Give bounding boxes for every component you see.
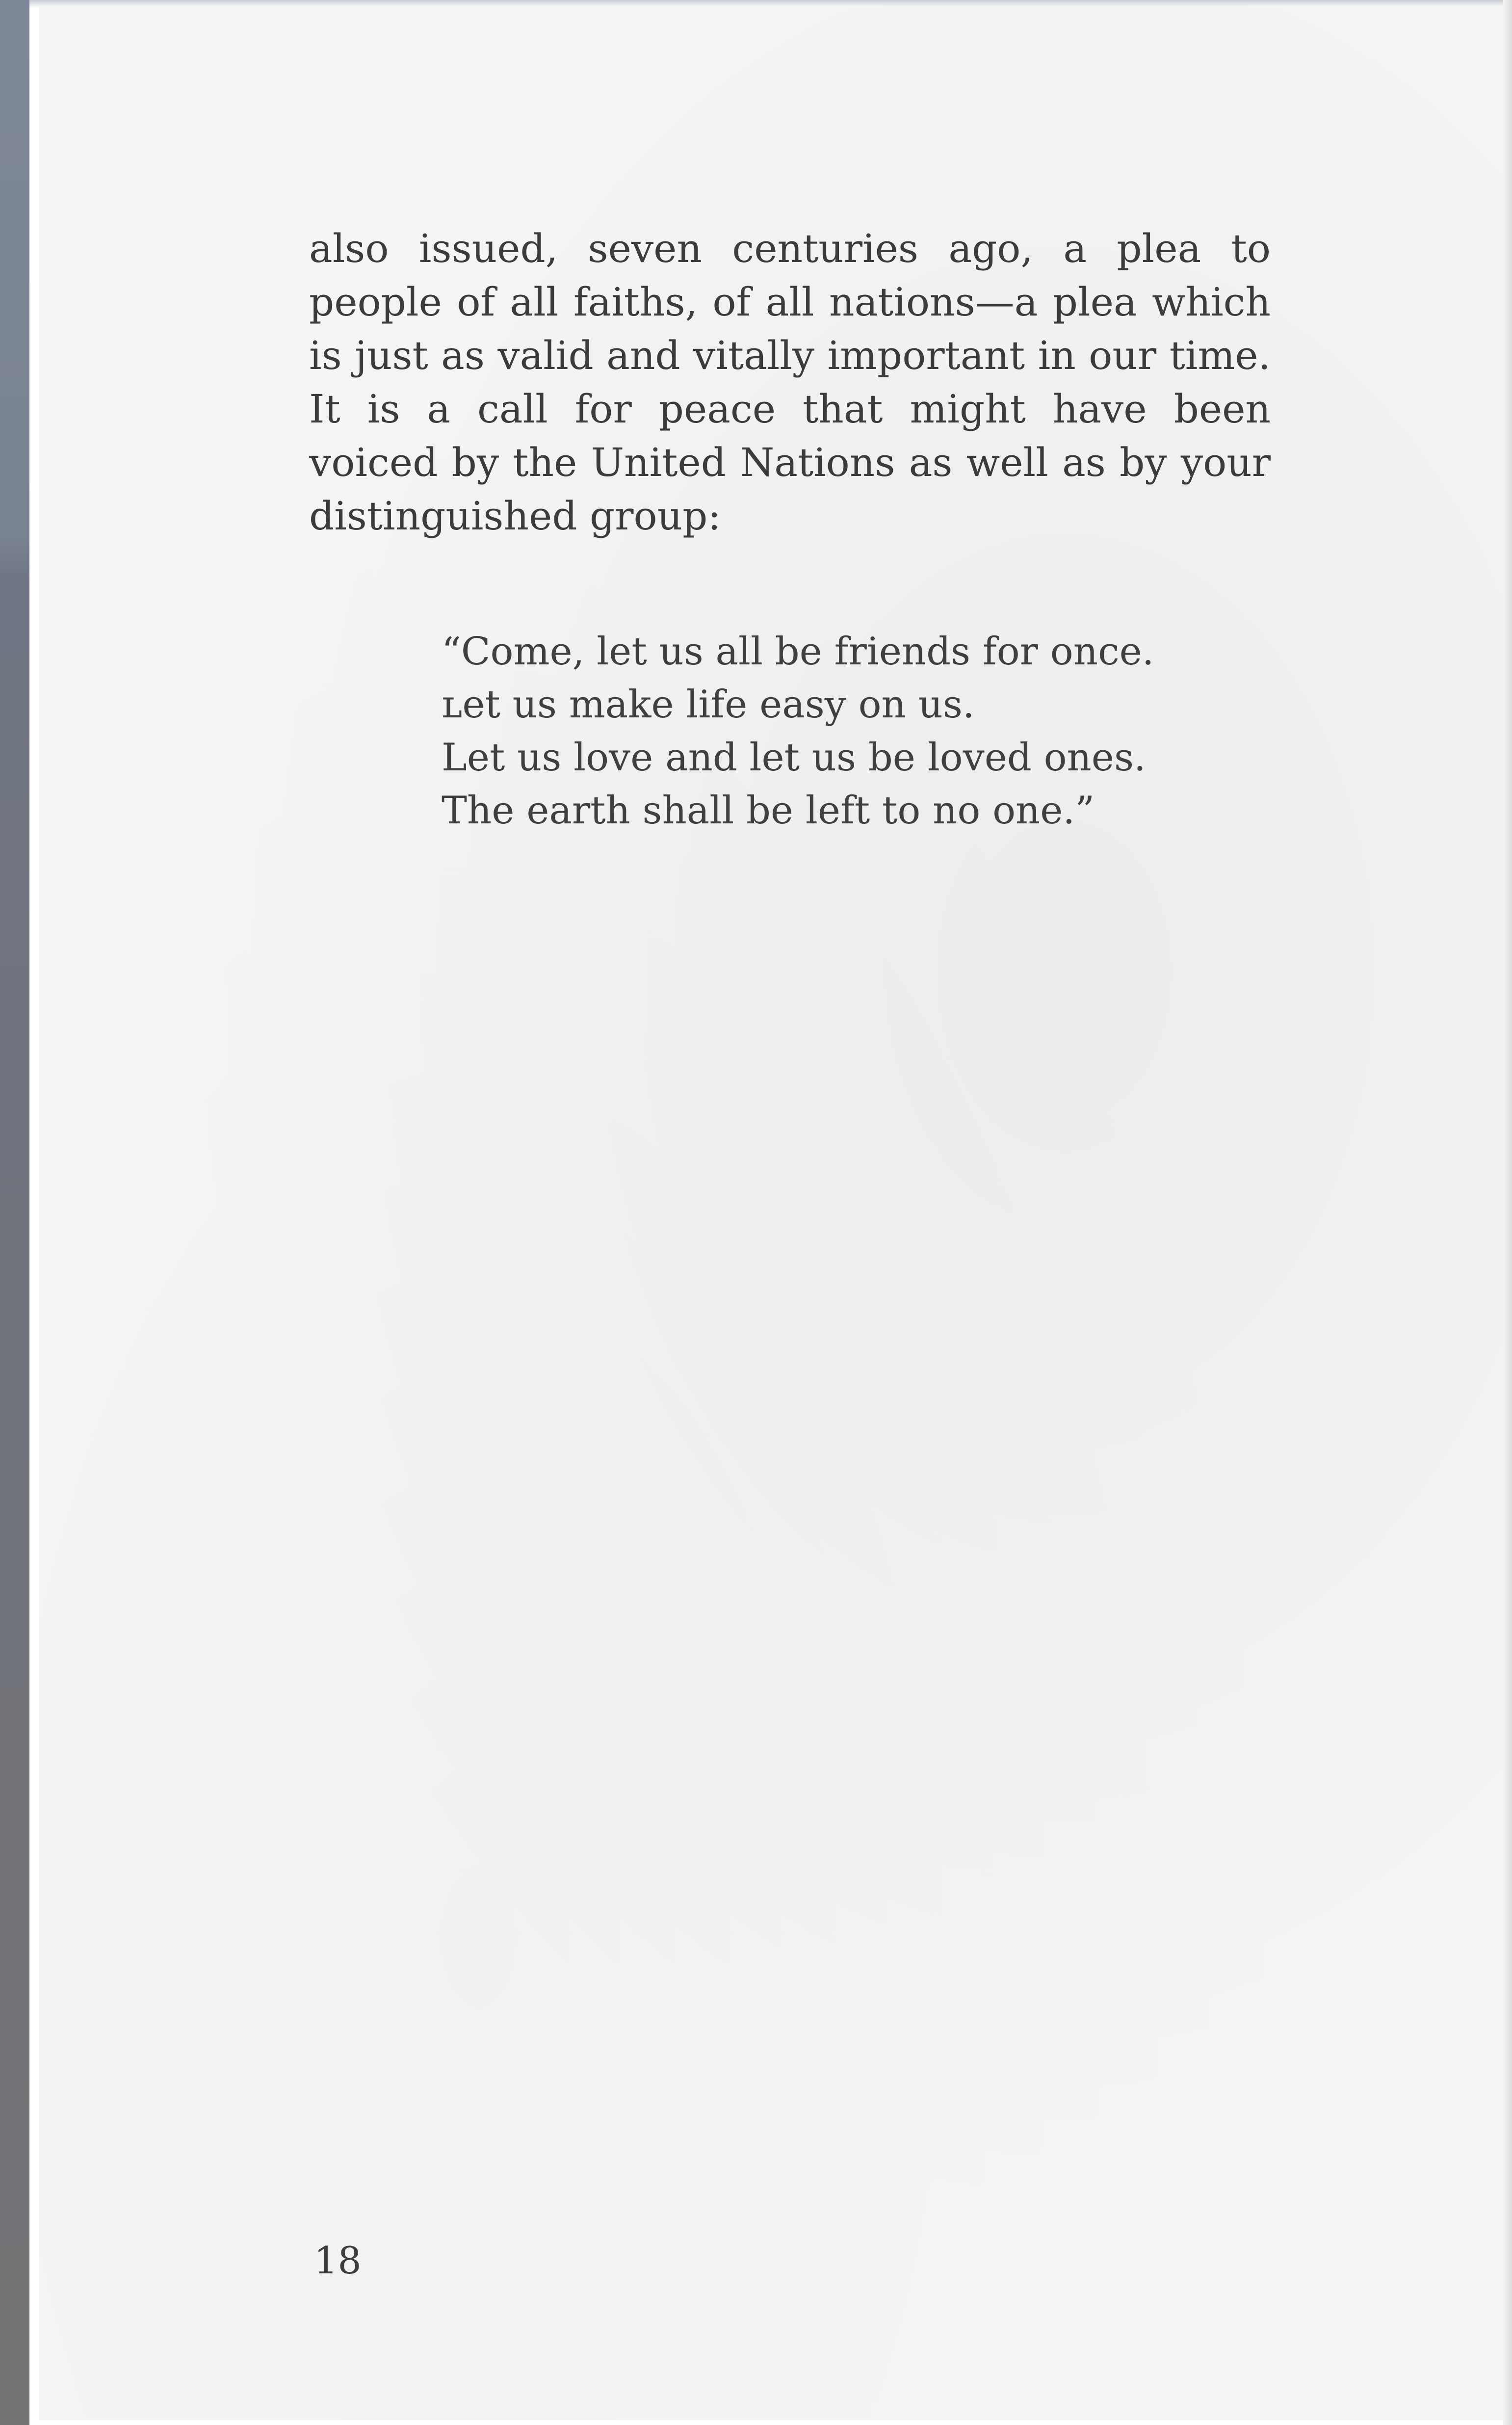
poem-line: “Come, let us all be friends for once. xyxy=(442,630,1154,674)
poem-line: ʟet us make life easy on us. xyxy=(442,683,975,727)
poem-line: Let us love and let us be loved ones. xyxy=(442,736,1146,780)
body-paragraph: also issued, seven centuries ago, a plea to people of all faiths, of all nations—a plea which is just as valid and vitally important in our time. It is a call for peace that might have been voiced by the United Nations as well as by your distinguished group: xyxy=(309,226,1271,539)
page-number: 18 xyxy=(314,2239,362,2282)
book-page xyxy=(39,6,1503,2420)
scan-right-edge xyxy=(1503,0,1512,2425)
poem-line: The earth shall be left to no one.” xyxy=(442,789,1095,833)
poem-quote xyxy=(442,625,1226,837)
scan-left-border xyxy=(0,0,29,2425)
